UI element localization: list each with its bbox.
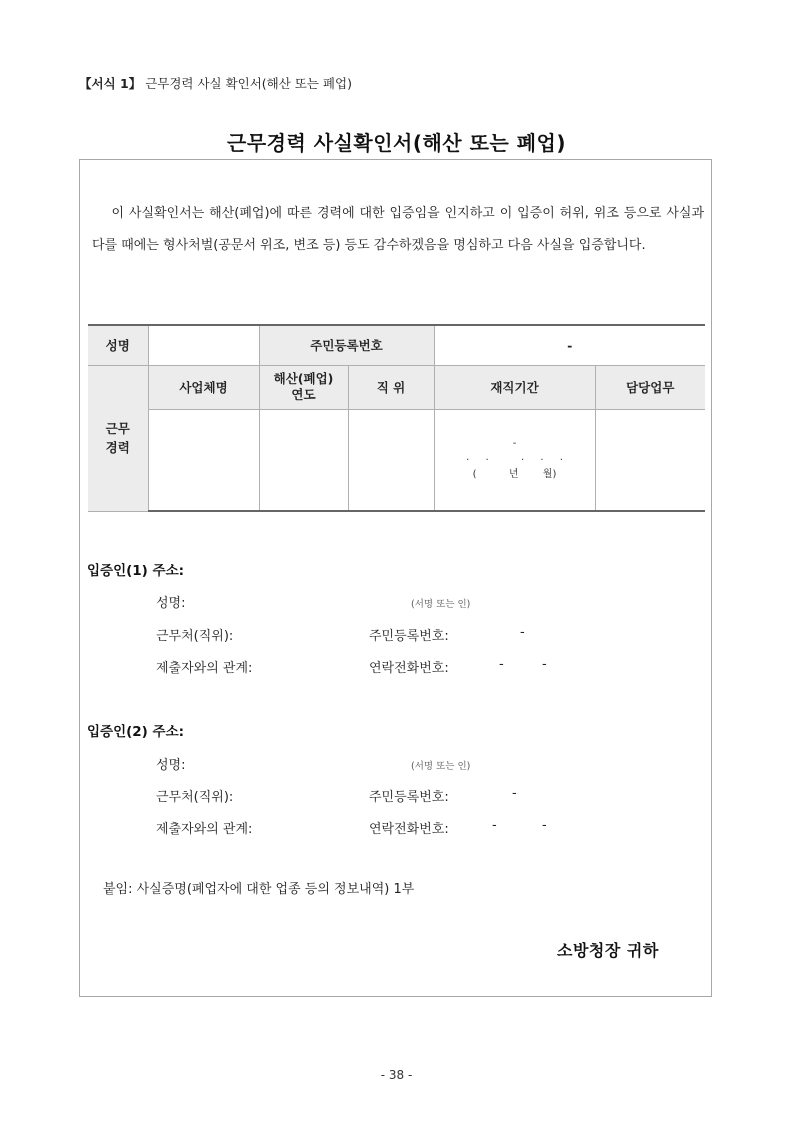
witness-1-phone-dash-2: -	[542, 657, 547, 672]
intro-text: 이 사실확인서는 해산(폐업)에 따른 경력에 대한 입증임을 인지하고 이 입증이 허위, 위조 등으로 사실과 다를 때에는 형사처벌(공문서 위조, 변조 등) 등도 감수하겠음을 명심하고 다음 사실을 입증합니다.	[92, 206, 705, 253]
career-label: 근무 경력	[105, 421, 130, 455]
witness-2-heading: 입증인(2) 주소:	[87, 724, 185, 740]
witness-1-phone-label: 연락전화번호:	[369, 661, 449, 676]
witness-1-rrn-dash: -	[520, 625, 525, 640]
witness-1-rrn-label: 주민등록번호:	[369, 629, 449, 644]
col-year-header	[259, 365, 348, 409]
form-label	[79, 74, 352, 92]
period-year-label: 년	[508, 469, 519, 481]
witness-1-heading: 입증인(1) 주소:	[87, 563, 185, 579]
col-year-label: 해산(폐업) 연도	[273, 371, 334, 402]
witness-2-phone-label: 연락전화번호:	[369, 822, 449, 837]
witness-2-phone-dash-2: -	[542, 818, 547, 833]
intro-paragraph	[92, 198, 704, 262]
period-dash: -	[512, 438, 517, 450]
form-number: 【서식 1】	[79, 76, 142, 91]
attachment-note: 붙임: 사실증명(폐업자에 대한 업종 등의 정보내역) 1부	[103, 882, 415, 897]
witness-1-workplace-label: 근무처(직위):	[156, 629, 234, 644]
period-template	[435, 437, 595, 482]
rrn-label: 주민등록번호	[310, 338, 383, 354]
col-position-header	[348, 365, 434, 409]
witness-2-signature-note: (서명 또는 인)	[411, 761, 471, 772]
col-duty-header	[595, 365, 705, 409]
position-input-cell[interactable]	[348, 409, 434, 511]
name-input-cell[interactable]	[148, 325, 259, 365]
witness-2-rrn-label: 주민등록번호:	[369, 790, 449, 805]
witness-1-signature-note: (서명 또는 인)	[411, 599, 471, 610]
col-period-label: 재직기간	[490, 380, 539, 395]
col-duty-label: 담당업무	[626, 380, 675, 395]
col-period-header	[434, 365, 595, 409]
page-number: - 38 -	[380, 1068, 413, 1082]
rrn-label-cell	[259, 325, 434, 365]
period-input-cell[interactable]	[434, 409, 595, 511]
witness-1-phone-dash-1: -	[499, 657, 504, 672]
company-input-cell[interactable]	[148, 409, 259, 511]
period-duration	[435, 468, 595, 482]
witness-2-rrn-dash: -	[512, 786, 517, 801]
document-title: 근무경력 사실확인서(해산 또는 폐업)	[227, 131, 566, 155]
name-label: 성명	[105, 338, 130, 354]
rrn-input-cell[interactable]	[434, 325, 705, 365]
witness-2-phone-dash-1: -	[492, 818, 497, 833]
form-label-title: 근무경력 사실 확인서(해산 또는 폐업)	[145, 76, 352, 91]
col-company-label: 사업체명	[179, 380, 228, 395]
duty-input-cell[interactable]	[595, 409, 705, 511]
witness-1-relation-label: 제출자와의 관계:	[156, 661, 253, 676]
period-open: (	[472, 469, 477, 481]
witness-2-relation-label: 제출자와의 관계:	[156, 822, 253, 837]
witness-2-name-label: 성명:	[156, 758, 186, 773]
col-position-label: 직 위	[376, 380, 406, 395]
name-label-cell	[88, 325, 148, 365]
col-company-header	[148, 365, 259, 409]
period-dots: . . . . .	[466, 452, 563, 464]
career-label-cell	[88, 365, 148, 511]
witness-2-workplace-label: 근무처(직위):	[156, 790, 234, 805]
rrn-value: -	[567, 337, 573, 353]
year-input-cell[interactable]	[259, 409, 348, 511]
period-month-label: 월)	[542, 469, 557, 481]
career-info-table	[88, 324, 705, 512]
recipient: 소방청장 귀하	[557, 941, 659, 960]
witness-1-name-label: 성명:	[156, 596, 186, 611]
